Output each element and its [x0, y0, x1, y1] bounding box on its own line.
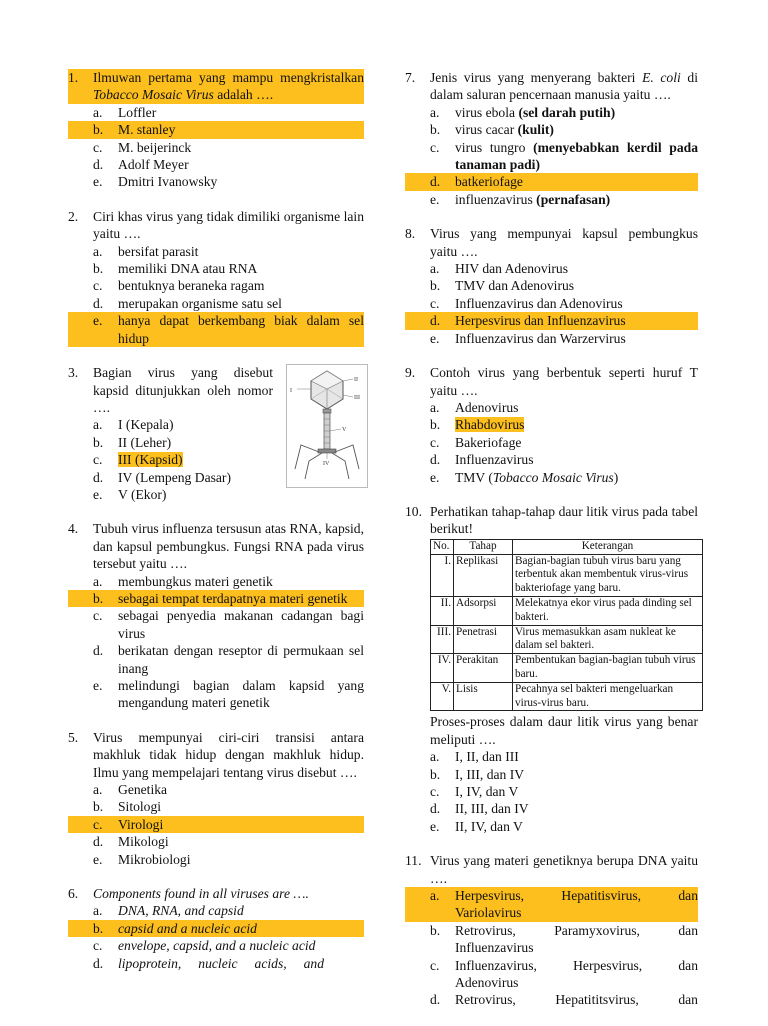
table-header-row — [431, 539, 703, 554]
option-b-answer[interactable]: b. capsid and a nucleic acid — [68, 920, 364, 937]
table-header: No. — [431, 539, 454, 554]
question-number: 9. — [405, 365, 416, 381]
option-a[interactable]: a. HIV dan Adenovirus — [430, 261, 569, 277]
right-column — [405, 69, 698, 1026]
label-V: V — [342, 427, 347, 434]
option-d[interactable]: d. IV (Lempeng Dasar) — [93, 469, 231, 485]
question-number: 4. — [68, 521, 79, 537]
option-a[interactable]: a. bersifat parasit — [93, 243, 199, 259]
option-b-answer[interactable]: b. Rhabdovirus — [430, 417, 525, 433]
lytic-cycle-table — [430, 539, 703, 712]
option-d[interactable]: d. Retrovirus, Hepatititsvirus, dan — [430, 992, 698, 1008]
table-cell: Virus memasukkan asam nukleat ke dalam sel bakteri. — [513, 625, 703, 654]
table-cell: V. — [431, 682, 454, 711]
option-d-answer[interactable]: d. Herpesvirus dan Influenzavirus — [405, 312, 698, 329]
option-d[interactable]: d. Adolf Meyer — [93, 157, 189, 173]
table-row — [431, 625, 703, 654]
question-8 — [405, 225, 698, 347]
option-e[interactable]: e. TMV (Tobacco Mosaic Virus) — [430, 469, 619, 485]
table-cell: Melekatnya ekor virus pada dinding sel bakteri. — [513, 596, 703, 625]
table-cell: II. — [431, 596, 454, 625]
question-text: Perhatikan tahap-tahap daur litik virus pada tabel berikut! — [430, 503, 698, 537]
bacteriophage-icon — [287, 365, 367, 487]
option-c[interactable]: c. bentuknya beraneka ragam — [93, 278, 265, 294]
bacteriophage-diagram — [286, 364, 368, 488]
option-c[interactable]: c. M. beijerinck — [93, 139, 192, 155]
option-b[interactable]: b. memiliki DNA atau RNA — [93, 261, 258, 277]
label-I: I — [290, 388, 292, 395]
option-a[interactable]: a. DNA, RNA, and capsid — [93, 903, 244, 919]
option-b[interactable]: b. Retrovirus, Paramyxovirus, dan Influenzavirus — [430, 922, 698, 956]
question-text: Jenis virus yang menyerang bakteri E. coli di dalam saluran pencernaan manusia yaitu …. — [430, 70, 698, 103]
question-7 — [405, 69, 698, 208]
option-a[interactable]: a. membungkus materi genetik — [93, 573, 273, 589]
option-b-answer[interactable]: b. M. stanley — [68, 121, 364, 138]
question-number: 3. — [68, 365, 79, 381]
option-b[interactable]: b. II (Leher) — [93, 434, 172, 450]
option-d[interactable]: d. Mikologi — [93, 834, 169, 850]
question-stem-highlighted — [68, 69, 364, 104]
question-text: Tubuh virus influenza tersusun atas RNA, kapsid, dan kapsul pembungkus. Fungsi RNA pada virus tersebut yaitu …. — [93, 521, 364, 572]
question-10 — [405, 503, 698, 835]
question-text: Contoh virus yang berbentuk seperti huruf T yaitu …. — [430, 365, 698, 398]
question-text: Virus yang materi genetiknya berupa DNA yaitu …. — [430, 853, 698, 886]
question-2 — [68, 208, 364, 347]
table-header: Keterangan — [513, 539, 703, 554]
option-e[interactable]: e. V (Ekor) — [93, 486, 167, 502]
question-number: 10. — [405, 503, 422, 519]
option-e[interactable]: e. II, IV, dan V — [430, 818, 523, 834]
option-b[interactable]: b. virus cacar (kulit) — [430, 122, 554, 138]
option-d[interactable]: d. II, III, dan IV — [430, 801, 529, 817]
question-number: 8. — [405, 226, 416, 242]
option-d[interactable]: d. berikatan dengan reseptor di permukaan sel inang — [93, 643, 364, 676]
label-II: II — [354, 377, 358, 384]
option-c-answer[interactable]: c. III (Kapsid) — [93, 452, 183, 468]
option-a[interactable]: a. virus ebola (sel darah putih) — [430, 104, 616, 120]
table-cell: Perakitan — [454, 654, 513, 683]
option-a[interactable]: a. I (Kepala) — [93, 417, 174, 433]
option-c[interactable]: c. I, IV, dan V — [430, 783, 519, 799]
question-number: 6. — [68, 886, 79, 902]
question-11 — [405, 852, 698, 1009]
question-number: 5. — [68, 729, 79, 745]
question-number: 7. — [405, 70, 416, 85]
question-5 — [68, 729, 364, 868]
option-d-answer[interactable]: d. batkeriofage — [405, 173, 698, 190]
option-e-answer[interactable]: e. hanya dapat berkembang biak dalam sel hidup — [68, 312, 364, 347]
option-d[interactable]: d. lipoprotein, nucleic acids, and — [93, 955, 325, 971]
table-cell: Pecahnya sel bakteri mengeluarkan virus-virus baru. — [513, 682, 703, 711]
table-row — [431, 682, 703, 711]
option-e[interactable]: e. Dmitri Ivanowsky — [93, 174, 218, 190]
option-a[interactable]: a. I, II, dan III — [430, 749, 519, 765]
question-number: 1. — [68, 70, 79, 85]
question-4 — [68, 520, 364, 711]
table-cell: Lisis — [454, 682, 513, 711]
option-a-answer[interactable]: a. Herpesvirus, Hepatitisvirus, dan Variolavirus — [405, 887, 698, 922]
option-c[interactable]: c. Bakeriofage — [430, 434, 522, 450]
question-text: Virus mempunyai ciri-ciri transisi antara makhluk tidak hidup dengan makhluk hidup. Ilmu yang mempelajari tentang virus disebut …. — [93, 729, 364, 780]
option-d[interactable]: d. Influenzavirus — [430, 452, 534, 468]
option-b[interactable]: b. TMV dan Adenovirus — [430, 278, 575, 294]
question-1 — [68, 69, 364, 191]
table-cell: I. — [431, 554, 454, 596]
question-3 — [68, 364, 364, 503]
question-number: 2. — [68, 208, 79, 224]
option-c[interactable]: c. virus tungro (menyebabkan kerdil pada tanaman padi) — [430, 139, 698, 173]
option-c[interactable]: c. Influenzavirus, Herpesvirus, dan Adenovirus — [430, 957, 698, 990]
option-d[interactable]: d. merupakan organisme satu sel — [93, 295, 282, 311]
table-cell: IV. — [431, 654, 454, 683]
question-6 — [68, 885, 364, 972]
table-cell: Penetrasi — [454, 625, 513, 654]
question-text: Ciri khas virus yang tidak dimiliki organisme lain yaitu …. — [93, 208, 364, 242]
option-b[interactable]: b. I, III, dan IV — [430, 766, 525, 782]
left-column — [68, 69, 364, 989]
option-e[interactable]: e. melindungi bagian dalam kapsid yang mengandung materi genetik — [93, 678, 364, 711]
question-text: Components found in all viruses are …. — [93, 886, 309, 902]
option-e[interactable]: e. Influenzavirus dan Warzervirus — [430, 330, 626, 346]
option-a[interactable]: a. Adenovirus — [430, 399, 519, 415]
table-cell: Adsorpsi — [454, 596, 513, 625]
table-header: Tahap — [454, 539, 513, 554]
question-text: Bagian virus yang disebut kapsid ditunjukkan oleh nomor …. — [93, 365, 273, 415]
option-c[interactable]: c. sebagai penyedia makanan cadangan bagi virus — [93, 608, 364, 641]
question-number: 11. — [405, 853, 422, 869]
table-cell: III. — [431, 625, 454, 654]
option-e[interactable]: e. influenzavirus (pernafasan) — [430, 191, 611, 207]
option-b-answer[interactable]: b. sebagai tempat terdapatnya materi genetik — [68, 590, 364, 607]
label-III: III — [354, 395, 360, 402]
option-e[interactable]: e. Mikrobiologi — [93, 851, 191, 867]
question-text: Ilmuwan pertama yang mampu mengkristalkan Tobacco Mosaic Virus adalah …. — [93, 70, 364, 103]
option-b[interactable]: b. Sitologi — [93, 799, 162, 815]
table-cell: Pembentukan bagian-bagian tubuh virus baru. — [513, 654, 703, 683]
question-text: Virus yang mempunyai kapsul pembungkus yaitu …. — [430, 226, 698, 259]
table-cell: Replikasi — [454, 554, 513, 596]
table-row — [431, 654, 703, 683]
table-cell: Bagian-bagian tubuh virus baru yang terbentuk akan membentuk virus-virus bakteriofage yang baru. — [513, 554, 703, 596]
table-row — [431, 596, 703, 625]
option-a[interactable]: a. Genetika — [93, 782, 168, 798]
question-continuation: Proses-proses dalam daur litik virus yang benar meliputi …. — [430, 714, 698, 747]
option-a[interactable]: a. Loffler — [93, 104, 157, 120]
question-9 — [405, 364, 698, 486]
label-IV: IV — [323, 461, 330, 468]
table-row — [431, 554, 703, 596]
option-c[interactable]: c. Influenzavirus dan Adenovirus — [430, 295, 623, 311]
option-c[interactable]: c. envelope, capsid, and a nucleic acid — [93, 938, 316, 954]
option-c-answer[interactable]: c. Virologi — [68, 816, 364, 833]
